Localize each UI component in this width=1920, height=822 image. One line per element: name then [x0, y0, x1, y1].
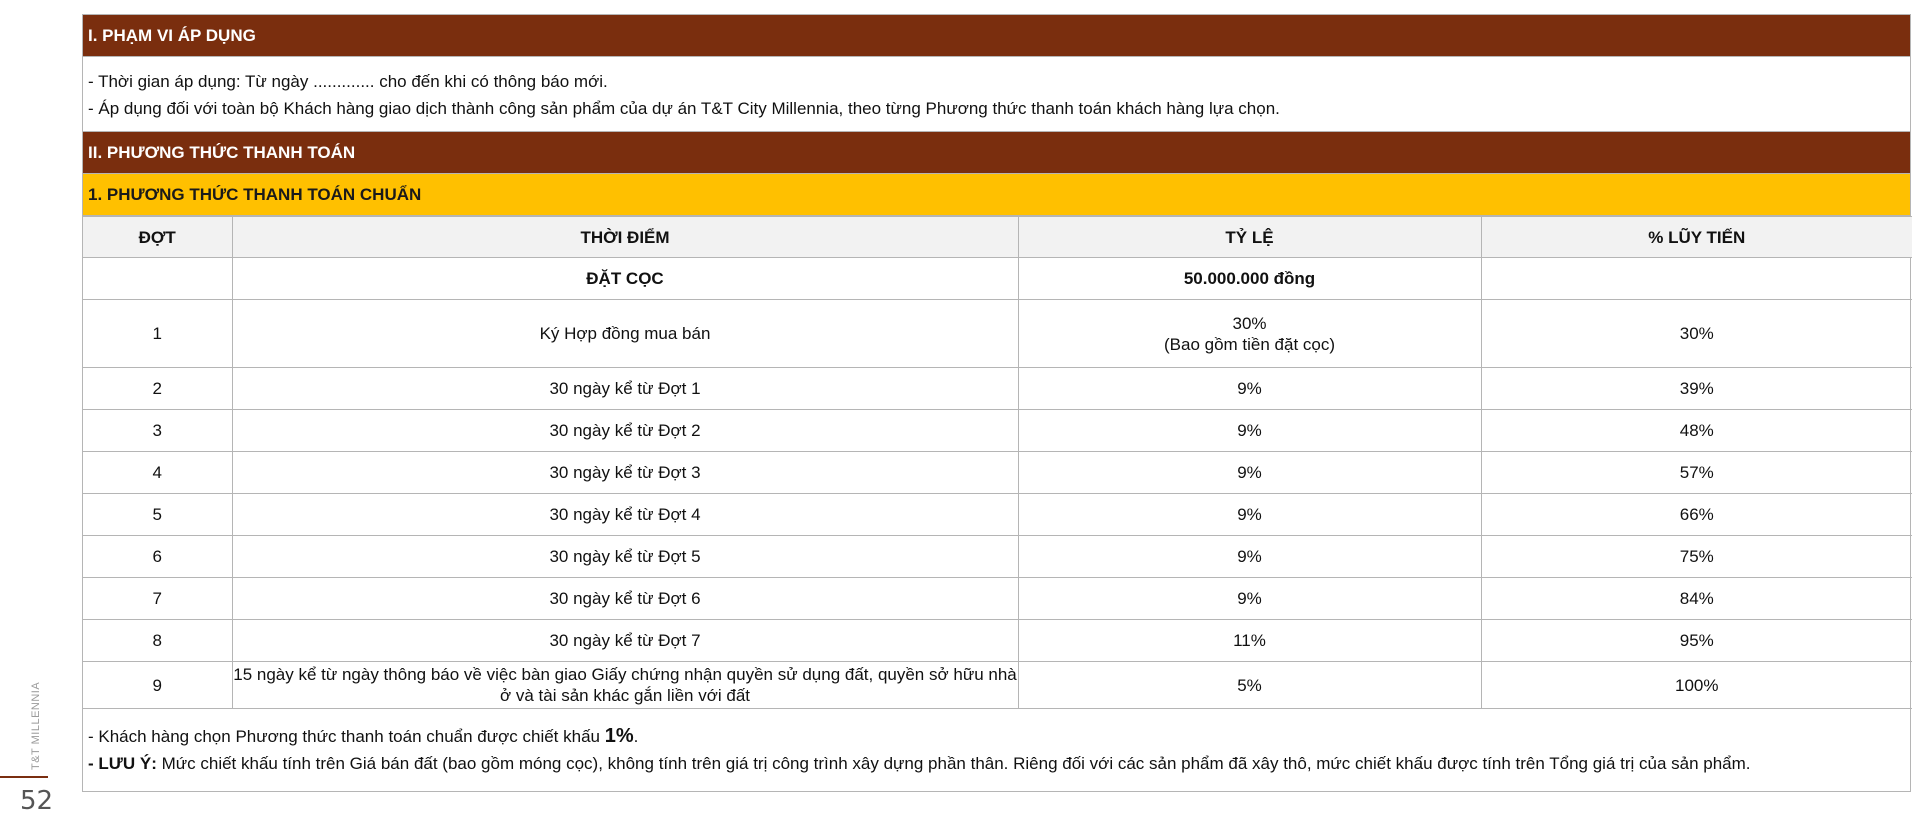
payment-schedule-table	[83, 216, 1912, 709]
cell-dot: 6	[83, 536, 232, 578]
section-scope-body	[83, 57, 1910, 132]
header-dot: ĐỢT	[83, 217, 232, 258]
cell-ty-le: 50.000.000 đồng	[1018, 258, 1481, 300]
scope-time-line: - Thời gian áp dụng: Từ ngày ............. cho đến khi có thông báo mới.	[88, 72, 608, 91]
cell-thoi-diem: ĐẶT CỌC	[232, 258, 1018, 300]
header-luy-tien: % LŨY TIẾN	[1481, 217, 1912, 258]
cell-thoi-diem: 30 ngày kể từ Đợt 3	[232, 452, 1018, 494]
table-row	[83, 410, 1912, 452]
table-header-row	[83, 217, 1912, 258]
discount-value: 1%	[604, 725, 634, 747]
payment-policy-document	[82, 14, 1911, 792]
cell-luy-tien: 75%	[1481, 536, 1912, 578]
cell-luy-tien: 30%	[1481, 300, 1912, 368]
table-row	[83, 578, 1912, 620]
discount-prefix: - Khách hàng chọn Phương thức thanh toán chuẩn được chiết khấu	[88, 727, 605, 746]
ty-le-value: 30%	[1232, 313, 1267, 333]
table-row	[83, 300, 1912, 368]
cell-luy-tien: 95%	[1481, 620, 1912, 662]
cell-dot: 5	[83, 494, 232, 536]
cell-thoi-diem: 30 ngày kể từ Đợt 4	[232, 494, 1018, 536]
table-row-deposit	[83, 258, 1912, 300]
cell-thoi-diem: 15 ngày kể từ ngày thông báo về việc bàn giao Giấy chứng nhận quyền sử dụng đất, quyền sở hữu nhà ở và tài sản khác gắn liền với đất	[232, 662, 1018, 709]
cell-thoi-diem: 30 ngày kể từ Đợt 2	[232, 410, 1018, 452]
cell-ty-le: 9%	[1018, 452, 1481, 494]
section-scope-title: I. PHẠM VI ÁP DỤNG	[83, 15, 1910, 57]
ty-le-note: (Bao gồm tiền đặt cọc)	[1163, 334, 1336, 354]
cell-thoi-diem: 30 ngày kể từ Đợt 1	[232, 368, 1018, 410]
header-thoi-diem: THỜI ĐIỂM	[232, 217, 1018, 258]
cell-thoi-diem: 30 ngày kể từ Đợt 6	[232, 578, 1018, 620]
table-row	[83, 536, 1912, 578]
discount-note	[88, 723, 1905, 750]
cell-luy-tien: 57%	[1481, 452, 1912, 494]
cell-luy-tien: 66%	[1481, 494, 1912, 536]
cell-dot: 9	[83, 662, 232, 709]
cell-dot: 3	[83, 410, 232, 452]
cell-dot: 7	[83, 578, 232, 620]
cell-ty-le	[1018, 300, 1481, 368]
cell-dot	[83, 258, 232, 300]
cell-dot: 2	[83, 368, 232, 410]
notes-block	[83, 709, 1910, 792]
cell-ty-le: 9%	[1018, 410, 1481, 452]
scope-customer-line: - Áp dụng đối với toàn bộ Khách hàng giao dịch thành công sản phẩm của dự án T&T City Millennia, theo từng Phương thức thanh toán khách hàng lựa chọn.	[88, 99, 1280, 118]
section-payment-title: II. PHƯƠNG THỨC THANH TOÁN	[83, 132, 1910, 174]
caution-text: Mức chiết khấu tính trên Giá bán đất (bao gồm móng cọc), không tính trên giá trị công trình xây dựng phần thân. Riêng đối với các sản phẩm đã xây thô, mức chiết khấu được tính trên Tổng giá trị của sản phẩm.	[156, 754, 1751, 773]
cell-luy-tien	[1481, 258, 1912, 300]
cell-dot: 1	[83, 300, 232, 368]
brand-side-label: T&T MILLENNIA	[30, 681, 42, 770]
cell-ty-le: 9%	[1018, 368, 1481, 410]
cell-thoi-diem: 30 ngày kể từ Đợt 7	[232, 620, 1018, 662]
header-ty-le: TỶ LỆ	[1018, 217, 1481, 258]
cell-dot: 4	[83, 452, 232, 494]
table-row	[83, 368, 1912, 410]
cell-luy-tien: 48%	[1481, 410, 1912, 452]
cell-ty-le: 9%	[1018, 578, 1481, 620]
cell-ty-le: 5%	[1018, 662, 1481, 709]
cell-thoi-diem: Ký Hợp đồng mua bán	[232, 300, 1018, 368]
caution-label: - LƯU Ý:	[88, 754, 157, 773]
discount-suffix: .	[633, 727, 639, 746]
table-row	[83, 452, 1912, 494]
cell-luy-tien: 100%	[1481, 662, 1912, 709]
cell-dot: 8	[83, 620, 232, 662]
cell-luy-tien: 39%	[1481, 368, 1912, 410]
table-row	[83, 662, 1912, 709]
cell-thoi-diem: 30 ngày kể từ Đợt 5	[232, 536, 1018, 578]
cell-ty-le: 11%	[1018, 620, 1481, 662]
page-number: 52	[20, 786, 54, 816]
table-row	[83, 620, 1912, 662]
cell-luy-tien: 84%	[1481, 578, 1912, 620]
table-row	[83, 494, 1912, 536]
payment-method-subtitle: 1. PHƯƠNG THỨC THANH TOÁN CHUẨN	[83, 174, 1910, 216]
caution-note	[88, 750, 1905, 777]
cell-ty-le: 9%	[1018, 494, 1481, 536]
cell-ty-le: 9%	[1018, 536, 1481, 578]
page-number-rule	[0, 776, 48, 778]
